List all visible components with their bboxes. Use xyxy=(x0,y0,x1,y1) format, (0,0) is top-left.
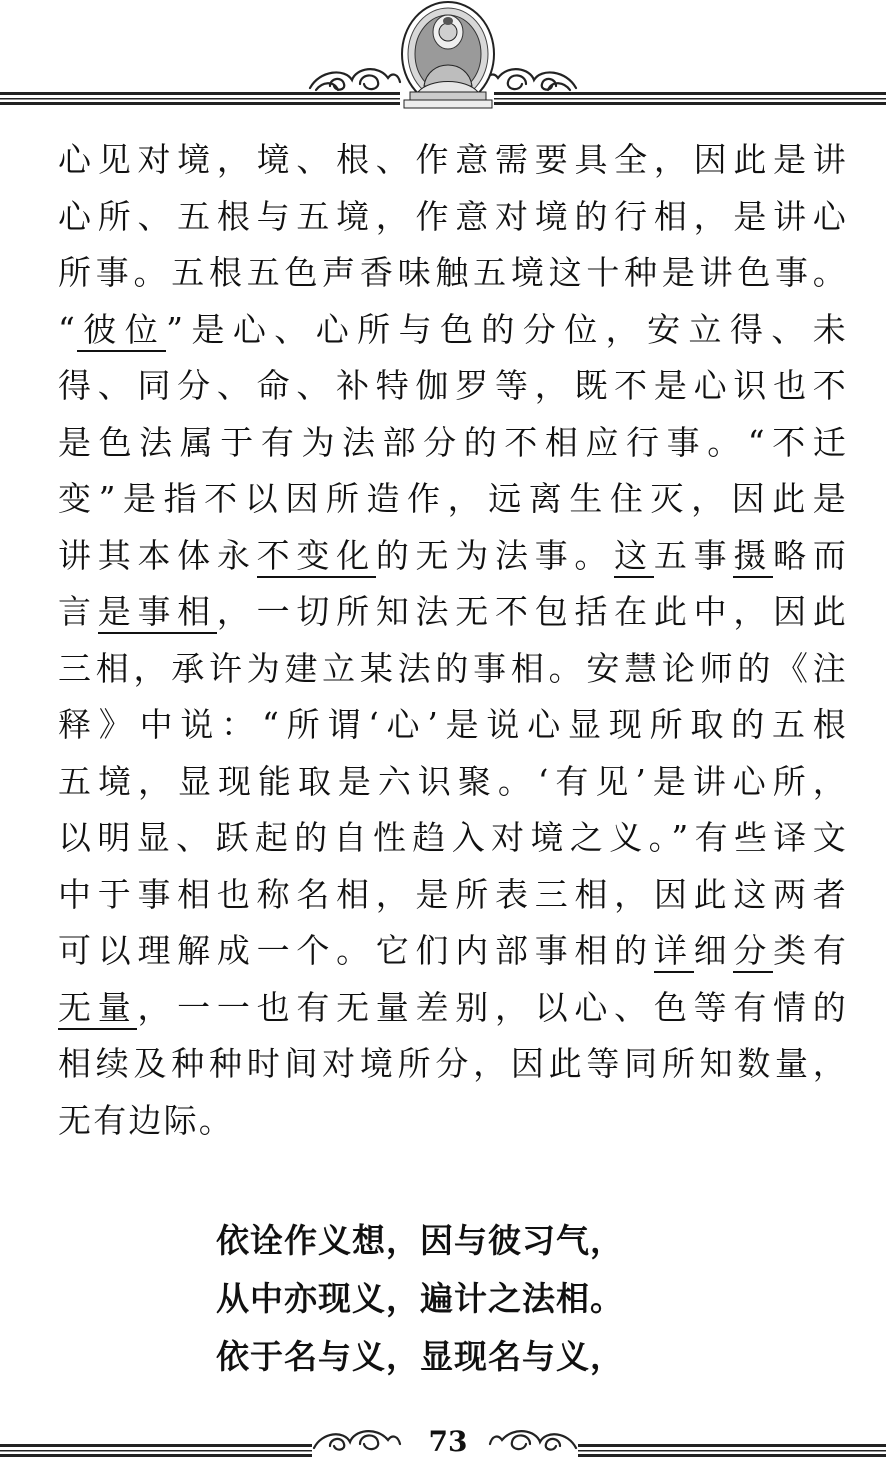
underlined-term: 分 xyxy=(733,931,773,973)
body-line xyxy=(58,302,848,359)
body-line xyxy=(58,1093,848,1150)
header-right-rules xyxy=(494,92,886,105)
body-line xyxy=(58,528,848,585)
cloud-scroll-icon xyxy=(314,1431,400,1450)
text-segment: 释》中说：“所谓‘心’是说心显现所取的五根 xyxy=(58,705,848,744)
text-segment: ，一一也有无量差别，以心、色等有情的 xyxy=(137,987,848,1027)
text-segment: 言 xyxy=(58,592,98,631)
body-line xyxy=(58,584,848,641)
underlined-term: 彼位 xyxy=(77,310,166,352)
footer-right-rules xyxy=(578,1444,886,1457)
buddha-medallion-icon xyxy=(402,2,494,108)
underlined-term: 无量 xyxy=(58,988,137,1030)
text-segment: 的无为法事。 xyxy=(375,535,615,575)
text-segment: 心见对境，境、根、作意需要具全，因此是讲 xyxy=(58,140,848,179)
text-segment: 类有 xyxy=(773,931,848,970)
text-segment: “ xyxy=(58,309,78,349)
underlined-term: 摄 xyxy=(733,536,773,578)
verse-line: 依于名与义，显现名与义， xyxy=(216,1337,624,1376)
header-left-rules xyxy=(0,92,400,105)
verse-line: 依诠作义想，因与彼习气， xyxy=(216,1221,624,1260)
body-line xyxy=(58,980,848,1037)
text-segment: 五事 xyxy=(653,535,734,575)
text-segment: 讲其本体永 xyxy=(58,535,257,575)
verse-line: 从中亦现义，遍计之法相。 xyxy=(216,1279,624,1318)
cloud-scroll-icon xyxy=(486,69,576,90)
text-segment: ，一切所知法无不包括在此中，因此 xyxy=(216,592,848,631)
underlined-term: 这 xyxy=(614,536,654,578)
text-segment: 可以理解成一个。它们内部事相的 xyxy=(58,931,654,970)
body-line xyxy=(58,641,848,698)
header-decoration xyxy=(0,0,886,120)
text-segment: 以明显、跃起的自性趋入对境之义。”有些译文 xyxy=(58,818,848,857)
underlined-term: 不变化 xyxy=(257,536,376,578)
text-segment: 五境，显现能取是六识聚。‘有见’是讲心所， xyxy=(58,761,848,801)
commentary-body xyxy=(58,132,848,1149)
text-segment: 略而 xyxy=(773,535,848,575)
body-line xyxy=(58,189,848,246)
body-line xyxy=(58,697,848,754)
footer-left-rules xyxy=(0,1444,312,1457)
root-verse xyxy=(216,1212,736,1386)
text-segment: 三相，承许为建立某法的事相。安慧论师的《注 xyxy=(58,648,848,688)
text-segment: ”是心、心所与色的分位，安立得、未 xyxy=(166,309,848,349)
body-line xyxy=(58,415,848,472)
text-segment: 变”是指不以因所造作，远离生住灭，因此是 xyxy=(58,479,848,518)
underlined-term: 是事相 xyxy=(98,592,217,634)
body-line xyxy=(58,923,848,980)
text-segment: 得、同分、命、补特伽罗等，既不是心识也不 xyxy=(58,366,848,405)
body-line xyxy=(58,132,848,189)
text-segment: 是色法属于有为法部分的不相应行事。“不迁 xyxy=(58,422,848,462)
text-segment: 中于事相也称名相，是所表三相，因此这两者 xyxy=(58,874,848,914)
text-segment: 相续及种种时间对境所分，因此等同所知数量， xyxy=(58,1044,848,1083)
cloud-scroll-icon xyxy=(490,1431,576,1450)
text-segment: 心所、五根与五境，作意对境的行相，是讲心 xyxy=(58,196,848,236)
body-line xyxy=(58,245,848,302)
cloud-scroll-icon xyxy=(310,69,400,90)
text-segment: 无有边际。 xyxy=(58,1100,234,1140)
text-segment: 所事。五根五色声香味触五境这十种是讲色事。 xyxy=(58,253,848,292)
body-line xyxy=(58,1036,848,1093)
body-line xyxy=(58,471,848,528)
body-line xyxy=(58,358,848,415)
underlined-term: 详 xyxy=(654,931,694,973)
body-line xyxy=(58,867,848,924)
page-number: 73 xyxy=(428,1425,468,1458)
text-segment: 细 xyxy=(693,931,734,970)
body-line xyxy=(58,754,848,811)
page-header-ornament xyxy=(0,0,886,120)
body-line xyxy=(58,810,848,867)
